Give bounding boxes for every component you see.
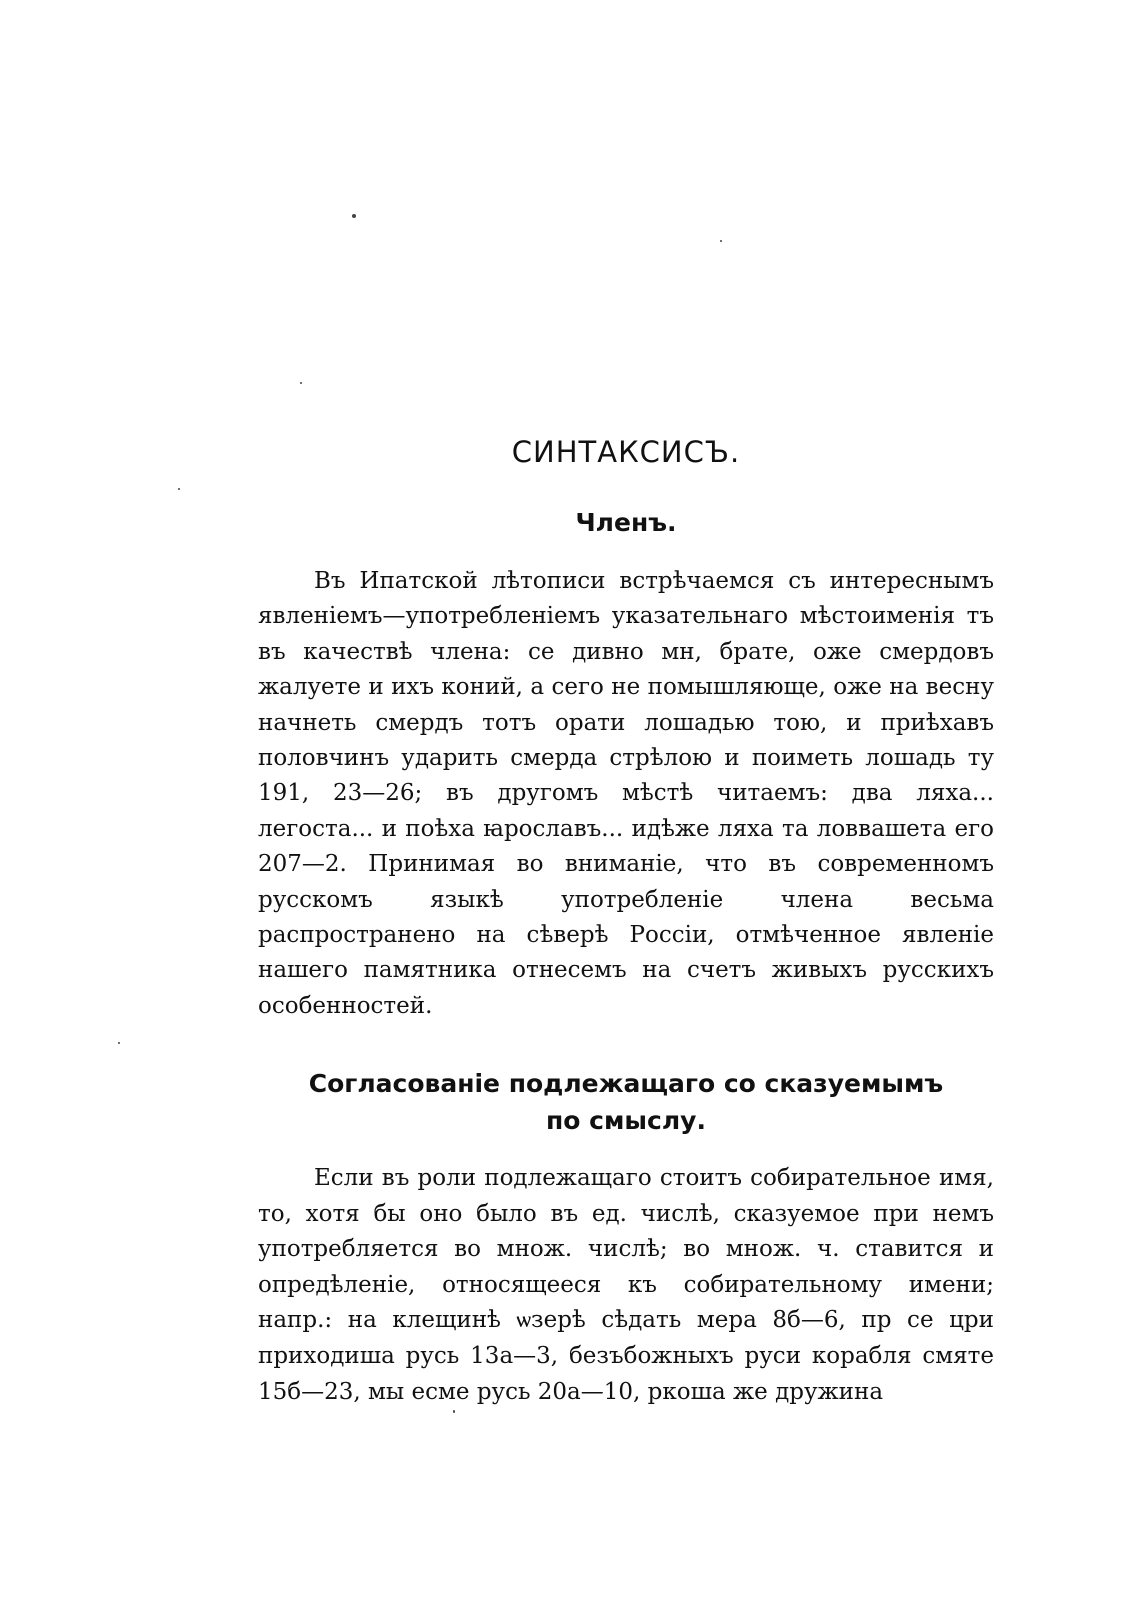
scan-speck bbox=[453, 1410, 455, 1413]
scan-speck bbox=[300, 382, 302, 384]
heading-member: Членъ. bbox=[575, 508, 677, 537]
scan-speck bbox=[720, 240, 722, 242]
heading-agreement-line-1: Согласованіе подлежащаго со сказуемымъ bbox=[308, 1069, 944, 1098]
heading-agreement bbox=[258, 1065, 994, 1139]
scan-speck bbox=[118, 1042, 120, 1044]
heading-agreement-line-2: по смыслу. bbox=[546, 1106, 706, 1135]
scan-speck bbox=[178, 488, 180, 490]
section-title: СИНТАКСИСЪ. bbox=[511, 435, 741, 469]
paragraph-agreement: Если въ роли подлежащаго стоитъ собирательное имя, то, хотя бы оно было въ ед. числѣ, сказуемое при немъ употребляется во множ. числѣ; во множ. ч. ставится и опредѣленіе, относящееся къ собирательному имени; напр.: на клещинѣ ѡзерѣ сѣдать мера 8б—6, пр се цри приходиша русь 13а—3, безъбожныхъ руси корабля смяте 15б—23, мы есме русь 20а—10, ркоша же дружина bbox=[258, 1165, 994, 1405]
paragraph-member: Въ Ипатской лѣтописи встрѣчаемся съ интереснымъ явленіемъ—употребленіемъ указательнаго мѣстоименія тъ въ качествѣ члена: се дивно мн, брате, оже смердовъ жалуете и ихъ коний, а сего не помышляюще, оже на весну начнеть смердъ тотъ орати лошадью тою, и приѣхавъ половчинъ ударить смерда стрѣлою и поиметь лошадь ту 191, 23—26; въ другомъ мѣстѣ читаемъ: два ляха... легоста... и поѣха ꙗрославъ... идѣже ляха та ловвашета его 207—2. Принимая во вниманіе, что въ современномъ русскомъ языкѣ употребленіе члена весьма распространено на сѣверѣ Россіи, отмѣченное явленіе нашего памятника отнесемъ на счетъ живыхъ русскихъ особенностей. bbox=[258, 568, 994, 1019]
scan-speck bbox=[352, 214, 356, 218]
